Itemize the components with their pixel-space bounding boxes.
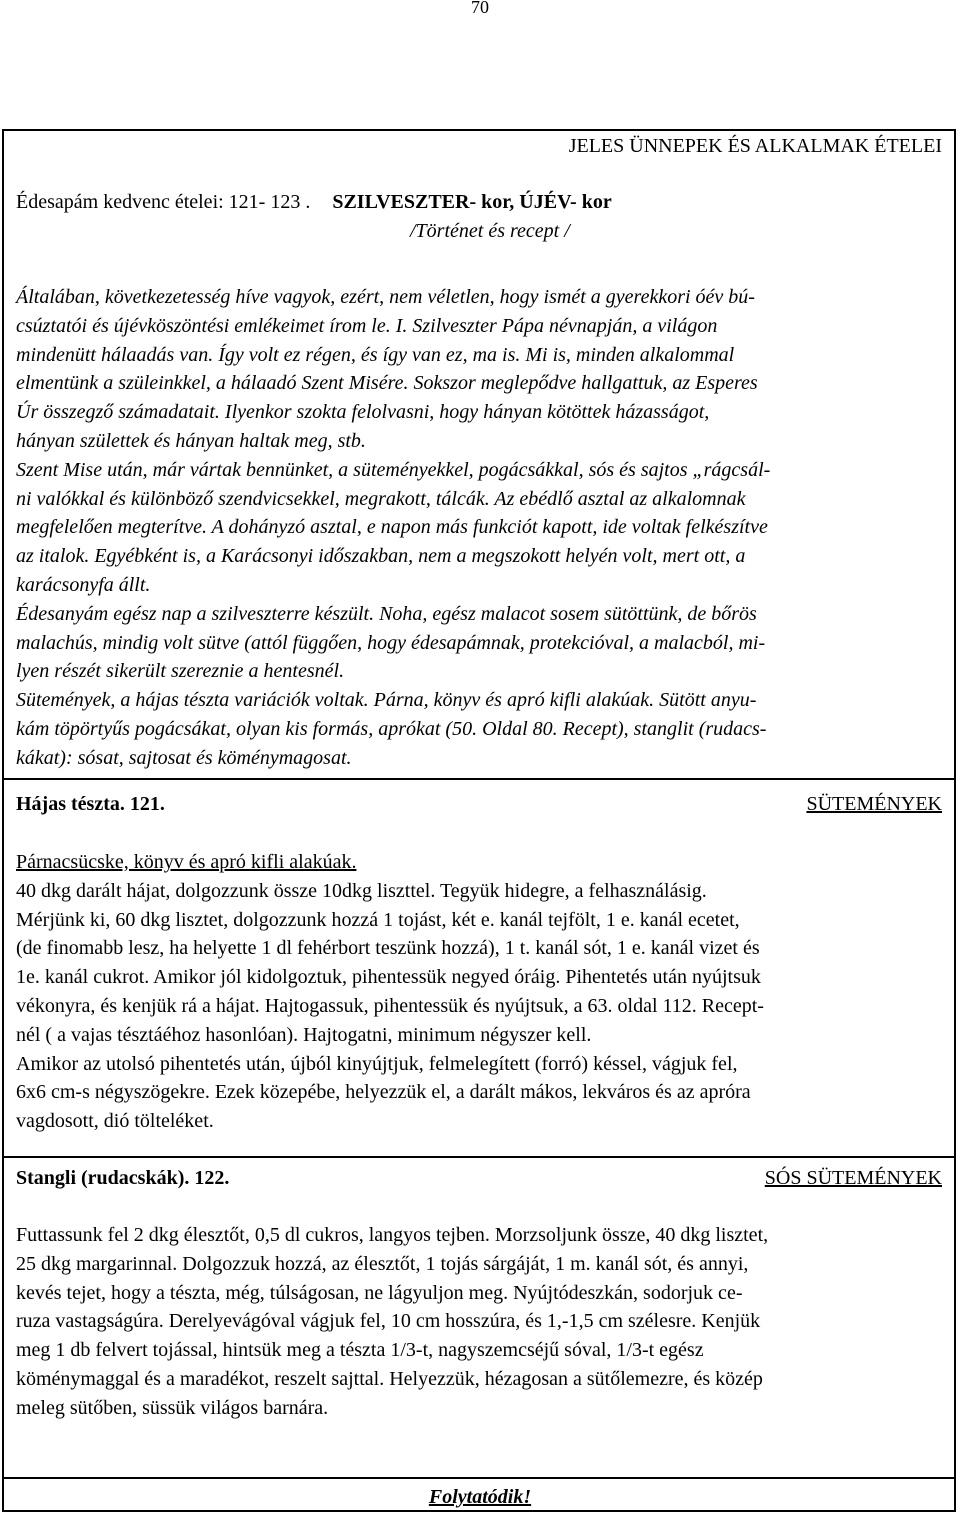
intro-line: Szent Mise után, már vártak bennünket, a süteményekkel, pogácsákkal, sós és sajtos „rágcsál- <box>16 458 771 481</box>
header-subtitle <box>16 190 612 214</box>
recipe-line: vagdosott, dió tölteléket. <box>16 1110 214 1133</box>
recipe-body <box>16 848 946 1136</box>
intro-line: kám töpörtyűs pogácsákat, olyan kis formás, aprókat (50. Oldal 80. Recept), stanglit (rudacs- <box>16 717 767 740</box>
recipe-line: Mérjünk ki, 60 dkg lisztet, dolgozzunk hozzá 1 tojást, két e. kanál tejfölt, 1 e. kanál ecetet, <box>16 908 740 931</box>
recipe-title: Hájas tészta. 121. <box>16 793 165 815</box>
recipe-subtitle: Párnacsücske, könyv és apró kifli alakúak. <box>16 851 357 873</box>
intro-line: Édesanyám egész nap a szilveszterre készült. Noha, egész malacot sosem sütöttünk, de bőrös <box>16 602 757 625</box>
favorite-dishes-ref: Édesapám kedvenc ételei: 121- 123 . <box>16 191 311 213</box>
recipe-line: ruza vastagságúra. Derelyevágóval vágjuk fel, 10 cm hosszúra, és 1,-1,5 cm szélesre. Kenjük <box>16 1310 761 1333</box>
intro-line: csúztatói és újévköszöntési emlékeimet írom le. I. Szilveszter Pápa névnapján, a világon <box>16 314 718 337</box>
recipe-line: köménymaggal és a maradékot, reszelt sajttal. Helyezzük, hézagosan a sütőlemezre, és közép <box>16 1367 763 1390</box>
recipe-line: meleg sütőben, süssük világos barnára. <box>16 1396 329 1419</box>
intro-story <box>16 283 946 773</box>
continued-note: Folytatódik! <box>428 1486 532 1508</box>
intro-line: malachús, mindig volt sütve (attól függően, hogy édesapámnak, protekcióval, a malacból, mi- <box>16 631 766 654</box>
section-note: /Történet és recept / <box>410 220 570 242</box>
intro-line: Úr összegző számadatait. Ilyenkor szokta felolvasni, hogy hányan kötöttek házasságot, <box>16 401 710 424</box>
intro-line: lyen részét sikerült szereznie a hentesnél. <box>16 660 345 683</box>
page-number: 70 <box>471 0 489 17</box>
intro-line: karácsonyfa állt. <box>16 573 151 596</box>
recipe-category: SÓS SÜTEMÉNYEK <box>764 1167 942 1189</box>
intro-line: Sütemények, a hájas tészta variációk voltak. Párna, könyv és apró kifli alakúak. Sütött anyu- <box>16 689 757 712</box>
intro-line: hányan születtek és hányan haltak meg, stb. <box>16 429 366 452</box>
section-title: SZILVESZTER- kor, ÚJÉV- kor <box>332 191 612 213</box>
recipe-line: kevés tejet, hogy a tészta, még, túlságosan, ne lágyuljon meg. Nyújtódeszkán, sodorjuk ce- <box>16 1281 743 1304</box>
intro-line: Általában, következetesség híve vagyok, ezért, nem véletlen, hogy ismét a gyerekkori óév bú- <box>16 286 755 308</box>
divider <box>3 1156 955 1158</box>
recipe-line: meg 1 db felvert tojással, hintsük meg a tészta 1/3-t, nagyszemcséjű sóval, 1/3-t egész <box>16 1339 704 1362</box>
recipe-body <box>16 1221 946 1423</box>
recipe-line: (de finomabb lesz, ha helyette 1 dl fehérbort teszünk hozzá), 1 t. kanál sót, 1 e. kanál vizet és <box>16 937 760 960</box>
divider <box>3 778 955 780</box>
recipe-line: Futtassunk fel 2 dkg élesztőt, 0,5 dl cukros, langyos tejben. Morzsoljunk össze, 40 dkg lisztet, <box>16 1224 769 1246</box>
intro-line: mindenütt hálaadás van. Így volt ez régen, és így van ez, ma is. Mi is, minden alkalommal <box>16 343 735 366</box>
intro-line: ni valókkal és különböző szendvicsekkel, megrakott, tálcák. Az ebédlő asztal az alkalomnak <box>16 487 746 510</box>
recipe-line: vékonyra, és kenjük rá a hájat. Hajtogassuk, pihentessük és nyújtsuk, a 63. oldal 112. Recept- <box>16 994 764 1017</box>
recipe-line: nél ( a vajas tésztáéhoz hasonlóan). Hajtogatni, minimum négyszer kell. <box>16 1023 592 1046</box>
recipe-line: Amikor az utolsó pihentetés után, újból kinyújtjuk, felmelegített (forró) késsel, vágjuk fel, <box>16 1052 738 1075</box>
intro-line: az italok. Egyébként is, a Karácsonyi időszakban, nem a megszokott helyén volt, mert ott, a <box>16 545 746 568</box>
intro-line: elmentünk a szüleinkkel, a hálaadó Szent Misére. Sokszor meglepődve hallgattuk, az Esperes <box>16 372 758 395</box>
recipe-line: 40 dkg darált hájat, dolgozzunk össze 10dkg liszttel. Tegyük hidegre, a felhasználásig. <box>16 879 707 902</box>
chapter-title: JELES ÜNNEPEK ÉS ALKALMAK ÉTELEI <box>568 135 942 157</box>
recipe-category: SÜTEMÉNYEK <box>806 793 942 815</box>
recipe-line: 6x6 cm-s négyszögekre. Ezek közepébe, helyezzük el, a darált mákos, lekváros és az apróra <box>16 1081 751 1104</box>
intro-line: kákat): sósat, sajtosat és köménymagosat. <box>16 746 352 769</box>
intro-line: megfelelően megterítve. A dohányzó asztal, e napon más funkciót kapott, ide voltak felkészítve <box>16 516 768 539</box>
recipe-line: 1e. kanál cukrot. Amikor jól kidolgoztuk, pihentessük negyed óráig. Pihentetés után nyújtsuk <box>16 966 761 989</box>
recipe-line: 25 dkg margarinnal. Dolgozzuk hozzá, az élesztőt, 1 tojás sárgáját, 1 m. kanál sót, és annyi, <box>16 1252 749 1275</box>
recipe-title: Stangli (rudacskák). 122. <box>16 1167 230 1189</box>
